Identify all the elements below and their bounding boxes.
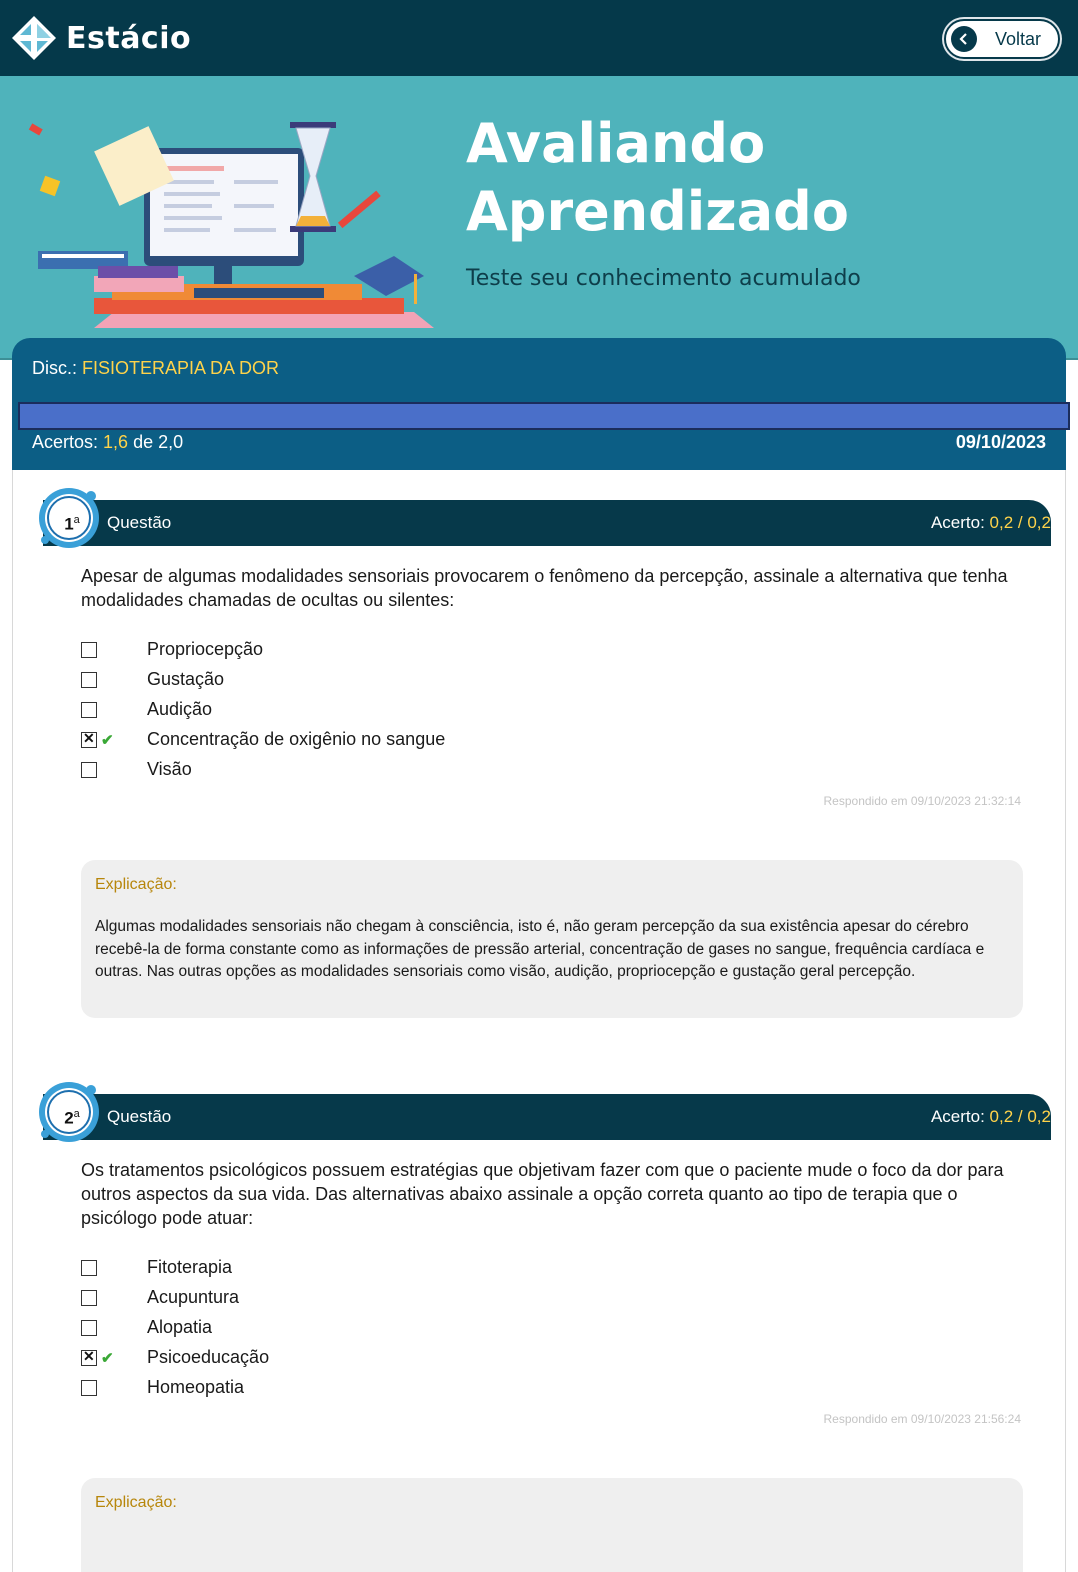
option-label: Acupuntura <box>147 1287 240 1307</box>
option-checkbox[interactable] <box>81 1290 97 1306</box>
discipline-info-card <box>12 338 1066 470</box>
hero-banner <box>0 76 1078 360</box>
acertos-label: Acertos: <box>32 432 99 452</box>
question-score <box>831 513 1051 533</box>
score-summary <box>32 432 183 453</box>
answer-option[interactable] <box>81 1256 233 1280</box>
back-button[interactable] <box>944 19 1060 59</box>
question-score-label: Acerto: <box>930 513 985 532</box>
option-label: Gustação <box>147 669 225 689</box>
option-label: Fitoterapia <box>147 1257 233 1277</box>
answer-option-selected[interactable] <box>81 1346 270 1370</box>
option-label: Homeopatia <box>147 1377 245 1397</box>
option-checkbox[interactable] <box>81 1380 97 1396</box>
option-label: Visão <box>147 759 192 779</box>
question-score <box>831 1107 1051 1127</box>
option-label: Propriocepção <box>147 639 264 659</box>
option-checkbox-checked[interactable] <box>81 732 97 748</box>
answer-option[interactable] <box>81 1286 240 1310</box>
answer-option-selected[interactable] <box>81 728 446 752</box>
explanation-title: Explicação: <box>95 876 177 893</box>
question-header <box>43 1094 1051 1140</box>
option-checkbox[interactable] <box>81 762 97 778</box>
explanation-box <box>81 860 1023 1018</box>
answer-option[interactable] <box>81 668 225 692</box>
answered-timestamp: Respondido em 09/10/2023 21:32:14 <box>823 794 1021 808</box>
question-number: 2$^a$ <box>64 1108 80 1128</box>
answer-option[interactable] <box>81 698 213 722</box>
answer-option[interactable] <box>81 1316 213 1340</box>
explanation-title: Explicação: <box>95 1494 177 1511</box>
option-checkbox[interactable] <box>81 1260 97 1276</box>
top-bar <box>0 0 1078 76</box>
question-header <box>43 500 1051 546</box>
acertos-total: de 2,0 <box>133 432 184 452</box>
acertos-value: 1,6 <box>103 432 129 452</box>
study-illustration <box>24 116 434 336</box>
answered-timestamp: Respondido em 09/10/2023 21:56:24 <box>823 1412 1021 1426</box>
redacted-bar <box>18 402 1070 430</box>
question-score-value: 0,2 <box>989 513 1014 532</box>
question-score-value: 0,2 <box>989 1107 1014 1126</box>
option-label: Alopatia <box>147 1317 213 1337</box>
banner-subtitle: Teste seu conhecimento acumulado <box>466 266 861 291</box>
question-number: 1$^a$ <box>64 514 80 534</box>
option-label: Psicoeducação <box>147 1347 270 1367</box>
question-score-total: / 0,2 <box>1017 513 1051 532</box>
exam-date: 09/10/2023 <box>955 432 1046 452</box>
back-button-label: Voltar <box>995 28 1042 49</box>
question-score-label: Acerto: <box>930 1107 985 1126</box>
question-title: Questão <box>107 513 172 532</box>
explanation-box <box>81 1478 1023 1572</box>
correct-check-icon: ✔ <box>101 732 114 749</box>
option-checkbox-checked[interactable] <box>81 1350 97 1366</box>
option-checkbox[interactable] <box>81 1320 97 1336</box>
option-checkbox[interactable] <box>81 642 97 658</box>
estacio-logo-icon <box>10 14 58 62</box>
answer-option[interactable] <box>81 638 264 662</box>
banner-title-line2: Aprendizado <box>466 180 849 243</box>
discipline-row <box>32 358 279 379</box>
answer-option[interactable] <box>81 758 192 782</box>
explanation-text: Algumas modalidades sensoriais não chegam à consciência, isto é, não geram percepção da sua existência apesar do cérebro recebê-la de forma constante como as informações de pressão arterial, concentração de gases no sangue, frequência cardíaca e outras. Nas outras opções as modalidades sensoriais como visão, audição, propriocepção e gustação geral percepção. <box>95 918 985 980</box>
question-title: Questão <box>107 1107 172 1126</box>
brand-name: Estácio <box>66 20 192 56</box>
questions-panel <box>12 470 1066 1572</box>
chevron-left-icon <box>951 26 977 52</box>
question-text: Os tratamentos psicológicos possuem estratégias que objetivam fazer com que o paciente mude o foco da dor para outros aspectos da sua vida. Das alternativas abaixo assinale a opção correta quanto ao tipo de terapia que o psicólogo pode atuar: <box>81 1160 1004 1228</box>
question-score-total: / 0,2 <box>1017 1107 1051 1126</box>
option-label: Audição <box>147 699 213 719</box>
question-text: Apesar de algumas modalidades sensoriais provocarem o fenômeno da percepção, assinale a alternativa que tenha modalidades chamadas de ocultas ou silentes: <box>81 566 1008 610</box>
banner-title-line1: Avaliando <box>466 112 766 175</box>
discipline-value: FISIOTERAPIA DA DOR <box>82 358 280 378</box>
discipline-label: Disc.: <box>32 358 77 378</box>
correct-check-icon: ✔ <box>101 1350 114 1367</box>
option-label: Concentração de oxigênio no sangue <box>147 729 446 749</box>
option-checkbox[interactable] <box>81 702 97 718</box>
answer-option[interactable] <box>81 1376 245 1400</box>
option-checkbox[interactable] <box>81 672 97 688</box>
estacio-logo[interactable] <box>10 14 191 62</box>
banner-title <box>466 110 849 246</box>
